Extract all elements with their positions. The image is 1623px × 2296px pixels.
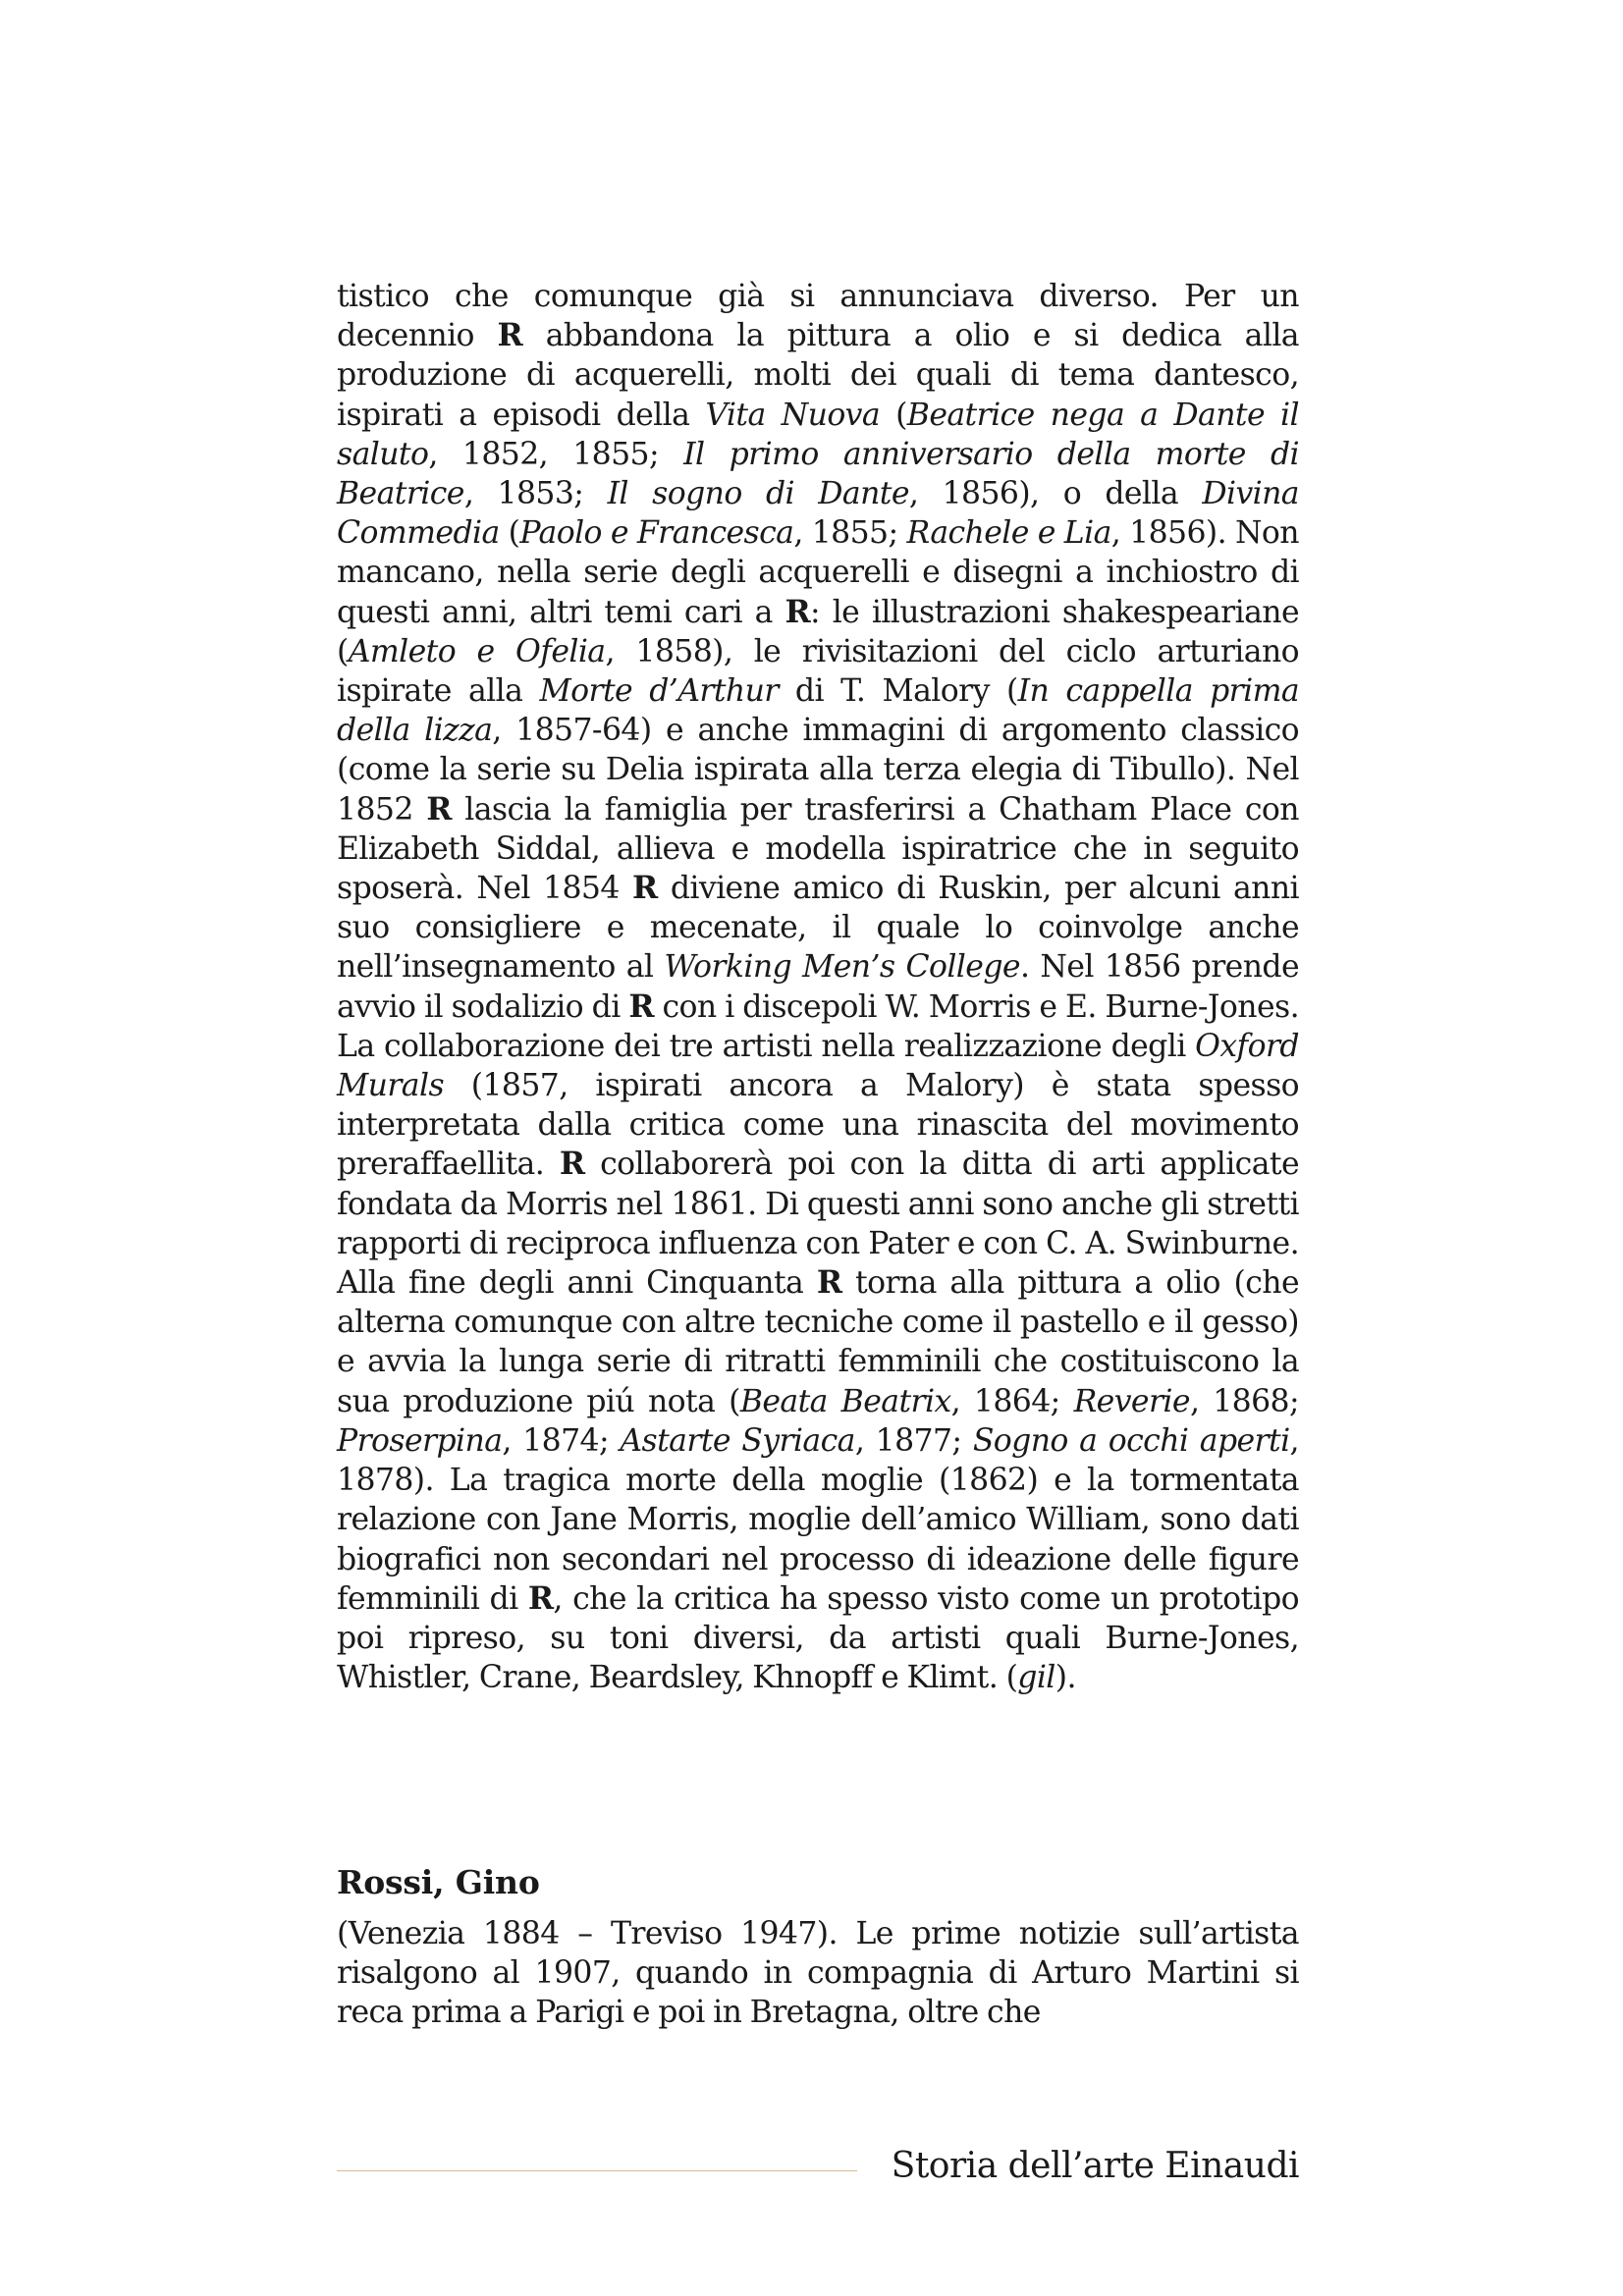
work-title: Morte d’Arthur [539, 673, 779, 710]
r-abbrev: R [628, 988, 654, 1025]
text-run: collaborerà poi con la ditta di arti applicate fondata da Morris nel 1861. Di questi anni sono anche gli stretti rapporti di reciproca influenza con Pater e con C. A. Swinburne. Alla fine degli anni Cinquanta [337, 1147, 1299, 1302]
text-run: . Nel 1856 prende avvio il sodalizio di [337, 949, 1299, 1025]
entry-heading: Rossi, Gino [337, 1863, 540, 1901]
text-run: diviene amico di Ruskin, per alcuni anni suo consigliere e mecenate, il quale lo coinvolge anche nell’insegnamento al [337, 871, 1300, 986]
text-run: (1857, ispirati ancora a Malory) è stata spesso interpretata dalla critica come una rinascita del movimento preraffaellita. [337, 1068, 1299, 1183]
text-run: , 1856), o della [908, 476, 1203, 512]
text-run: , 1855; [793, 515, 907, 552]
text-run: torna alla pittura a olio (che alterna comunque con altre tecniche come il pastello e il gesso) e avvia la lunga serie di ritratti femminili che costituiscono la sua produzione piú nota ( [337, 1265, 1299, 1419]
work-title: In cappella prima della lizza [337, 673, 1300, 749]
text-run: di T. Malory ( [778, 673, 1018, 710]
work-title: Sogno a occhi aperti [972, 1422, 1290, 1459]
r-abbrev: R [527, 1579, 554, 1617]
work-title: Rachele e Lia [906, 515, 1111, 552]
author-initials: gil [1017, 1660, 1055, 1696]
work-title: Astarte Syriaca [620, 1422, 855, 1459]
r-abbrev: R [784, 593, 811, 630]
text-run: , 1868; [1189, 1383, 1299, 1419]
work-title: Vita Nuova [705, 397, 881, 433]
text-run: con i discepoli W. Morris e E. Burne-Jones. La collaborazione dei tre artisti nella realizzazione degli [337, 988, 1299, 1064]
entry-paragraph: (Venezia 1884 – Treviso 1947). Le prime notizie sull’artista risalgono al 1907, quando in compagnia di Arturo Martini si reca prima a Parigi e poi in Bretagna, oltre che [337, 1916, 1299, 2031]
text-run: , 1856). Non mancano, nella serie degli acquerelli e disegni a inchiostro di questi anni, altri temi cari a [337, 515, 1299, 630]
entry-text-column [337, 1914, 1299, 2033]
text-run: : le illustrazioni shakespeariane ( [337, 594, 1299, 669]
r-abbrev: R [632, 870, 658, 907]
text-run: , 1877; [854, 1422, 973, 1459]
work-title: Working Men’s College [664, 949, 1020, 986]
text-run: ( [499, 515, 520, 552]
r-abbrev: R [426, 790, 452, 828]
footer-rule [337, 2170, 857, 2171]
text-run: tistico che comunque già si annunciava diverso. Per un decennio [337, 279, 1299, 354]
text-run: , 1852, 1855; [428, 436, 684, 472]
body-paragraph [337, 277, 1299, 1697]
work-title: Paolo e Francesca [519, 515, 794, 552]
work-title: Proserpina [337, 1422, 503, 1459]
r-abbrev: R [559, 1146, 585, 1183]
text-run: , 1864; [950, 1383, 1074, 1419]
work-title: Il sogno di Dante [607, 476, 909, 512]
text-run: lascia la famiglia per trasferirsi a Chatham Place con Elizabeth Siddal, allieva e modella ispiratrice che in seguito sposerà. Nel 1854 [337, 791, 1299, 907]
text-run: , 1853; [463, 476, 608, 512]
text-run: ). [1055, 1660, 1076, 1696]
r-abbrev: R [497, 317, 523, 354]
text-run: ( [880, 397, 907, 433]
work-title: Amleto e Ofelia [348, 633, 606, 669]
work-title: Reverie [1073, 1383, 1190, 1419]
r-abbrev: R [816, 1264, 842, 1302]
text-run: , 1874; [502, 1422, 621, 1459]
text-run: , 1857-64) e anche immagini di argomento classico (come la serie su Delia ispirata alla terza elegia di Tibullo). Nel 1852 [337, 713, 1299, 828]
footer-title: Storia dell’arte Einaudi [891, 2146, 1299, 2186]
work-title: Beata Beatrix [739, 1383, 951, 1419]
work-title: Divina Commedia [337, 476, 1299, 552]
text-run: , 1878). La tragica morte della moglie (1862) e la tormentata relazione con Jane Morris, moglie dell’amico William, sono dati biografici non secondari nel processo di ideazione delle figure femminili di [337, 1422, 1299, 1617]
work-title: Il primo anniversario della morte di Beatrice [337, 436, 1300, 512]
text-run: abbandona la pittura a olio e si dedica alla produzione di acquerelli, molti dei quali di tema dantesco, ispirati a episodi della [337, 318, 1299, 433]
text-run: , 1858), le rivisitazioni del ciclo arturiano ispirate alla [337, 633, 1299, 710]
work-title: Oxford Murals [337, 1028, 1299, 1104]
body-text-column [337, 277, 1299, 1697]
work-title: Beatrice nega a Dante il saluto [337, 397, 1299, 472]
text-run: , che la critica ha spesso visto come un prototipo poi ripreso, su toni diversi, da artisti quali Burne-Jones, Whistler, Crane, Beardsley, Khnopff e Klimt. ( [337, 1580, 1299, 1696]
